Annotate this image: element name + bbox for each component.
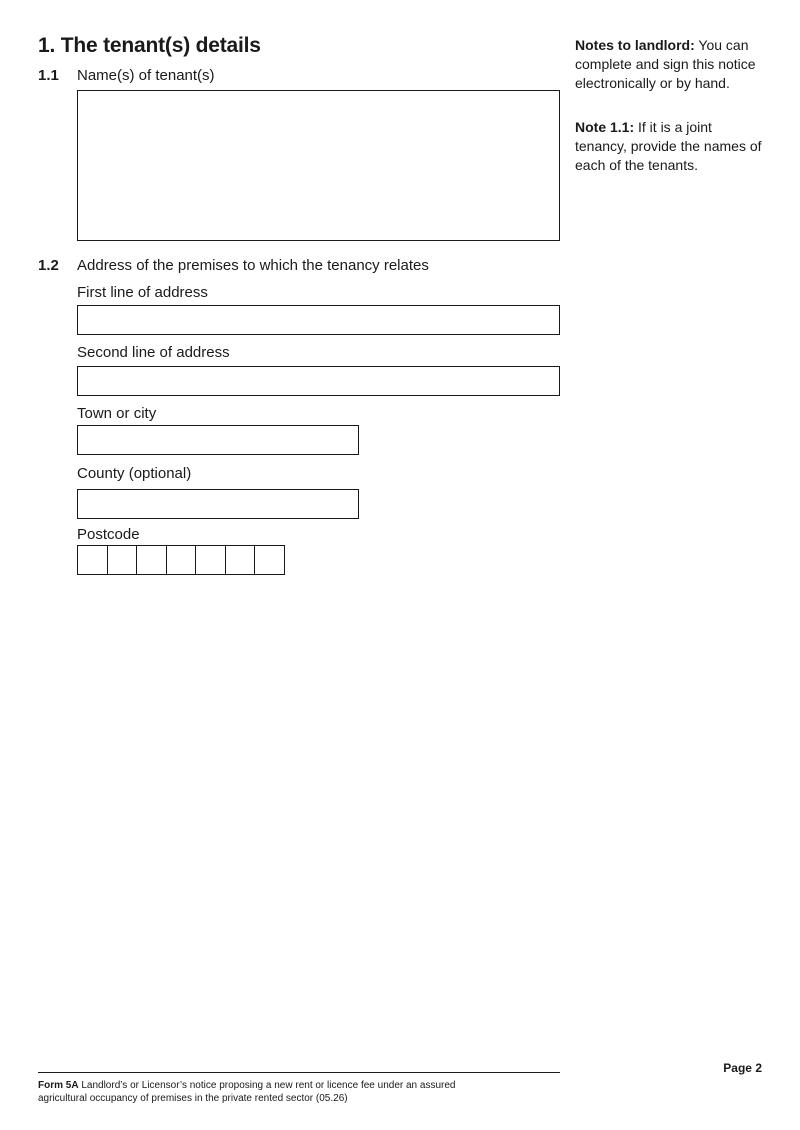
footer-divider [38, 1072, 560, 1073]
notes-to-landlord-heading: Notes to landlord: [575, 37, 695, 53]
postcode-cell[interactable] [195, 545, 226, 575]
first-line-address-field[interactable] [77, 305, 560, 335]
second-line-address-field[interactable] [77, 366, 560, 396]
postcode-cell[interactable] [166, 545, 197, 575]
postcode-cell[interactable] [225, 545, 256, 575]
page-number: Page 2 [723, 1061, 762, 1075]
note-1-1-heading: Note 1.1: [575, 119, 635, 135]
notes-to-landlord [575, 36, 765, 93]
town-city-label: Town or city [77, 405, 157, 422]
postcode-field [77, 545, 285, 575]
postcode-cell[interactable] [254, 545, 285, 575]
question-label-premises-address: Address of the premises to which the tenancy relates [77, 257, 429, 274]
question-label-tenant-names: Name(s) of tenant(s) [77, 67, 215, 84]
note-1-1-text: If it is a joint tenancy, provide the names of each of the tenants. [575, 119, 762, 173]
postcode-cell[interactable] [77, 545, 108, 575]
postcode-cell[interactable] [107, 545, 138, 575]
footer-form-description [38, 1079, 488, 1105]
question-number-1-1: 1.1 [38, 67, 59, 84]
postcode-cell[interactable] [136, 545, 167, 575]
town-city-field[interactable] [77, 425, 359, 455]
second-line-address-label: Second line of address [77, 344, 230, 361]
notes-to-landlord-text: You can complete and sign this notice electronically or by hand. [575, 37, 756, 91]
first-line-address-label: First line of address [77, 284, 208, 301]
question-number-1-2: 1.2 [38, 257, 59, 274]
section-title: 1. The tenant(s) details [38, 34, 261, 57]
note-1-1 [575, 118, 765, 175]
footer-form-id: Form 5A [38, 1080, 79, 1091]
county-label: County (optional) [77, 465, 192, 482]
county-field[interactable] [77, 489, 359, 519]
tenant-names-textarea[interactable] [77, 90, 560, 241]
footer-description-text: Landlord’s or Licensor’s notice proposing a new rent or licence fee under an assured agricultural occupancy of premises in the private rented sector (05.26) [38, 1080, 456, 1104]
postcode-label: Postcode [77, 526, 140, 543]
